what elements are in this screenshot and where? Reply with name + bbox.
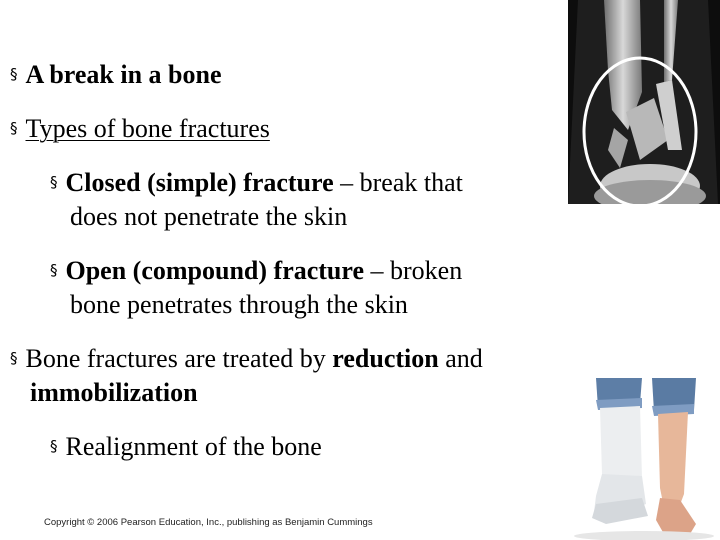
- xray-illustration: [568, 0, 720, 204]
- closed-fracture-term: Closed (simple) fracture: [65, 168, 334, 197]
- closed-fracture-desc-1: – break that: [333, 168, 463, 197]
- xray-image: [568, 0, 720, 204]
- treatment-mid: and: [438, 344, 483, 373]
- immobilization-term: immobilization: [30, 378, 198, 407]
- bullet-2-text: Types of bone fractures: [25, 114, 270, 143]
- sub-bullet-closed-fracture: [50, 168, 463, 201]
- bullet-marker: §: [50, 437, 58, 455]
- sub-bullet-open-fracture: [50, 256, 462, 289]
- leg-cast-image: [556, 378, 720, 540]
- bullet-2: [10, 114, 270, 147]
- bullet-marker: §: [10, 119, 18, 137]
- reduction-term: reduction: [332, 344, 439, 373]
- treatment-pre: Bone fractures are treated by: [25, 344, 333, 373]
- open-fracture-term: Open (compound) fracture: [65, 256, 365, 285]
- bullet-treatment: [10, 344, 483, 377]
- copyright-footer: Copyright © 2006 Pearson Education, Inc., publishing as Benjamin Cummings: [44, 517, 373, 528]
- leg-cast-illustration: [556, 378, 720, 540]
- open-fracture-desc-1: – broken: [364, 256, 463, 285]
- bullet-1-text: A break in a bone: [25, 60, 222, 89]
- bullet-marker: §: [10, 65, 18, 83]
- bullet-marker: §: [10, 349, 18, 367]
- sub-bullet-realignment: [50, 432, 322, 465]
- realignment-text: Realignment of the bone: [65, 432, 322, 461]
- closed-fracture-desc-2: does not penetrate the skin: [70, 202, 348, 231]
- bullet-marker: §: [50, 173, 58, 191]
- bullet-1: [10, 60, 222, 93]
- bullet-marker: §: [50, 261, 58, 279]
- open-fracture-desc-2: bone penetrates through the skin: [70, 290, 408, 319]
